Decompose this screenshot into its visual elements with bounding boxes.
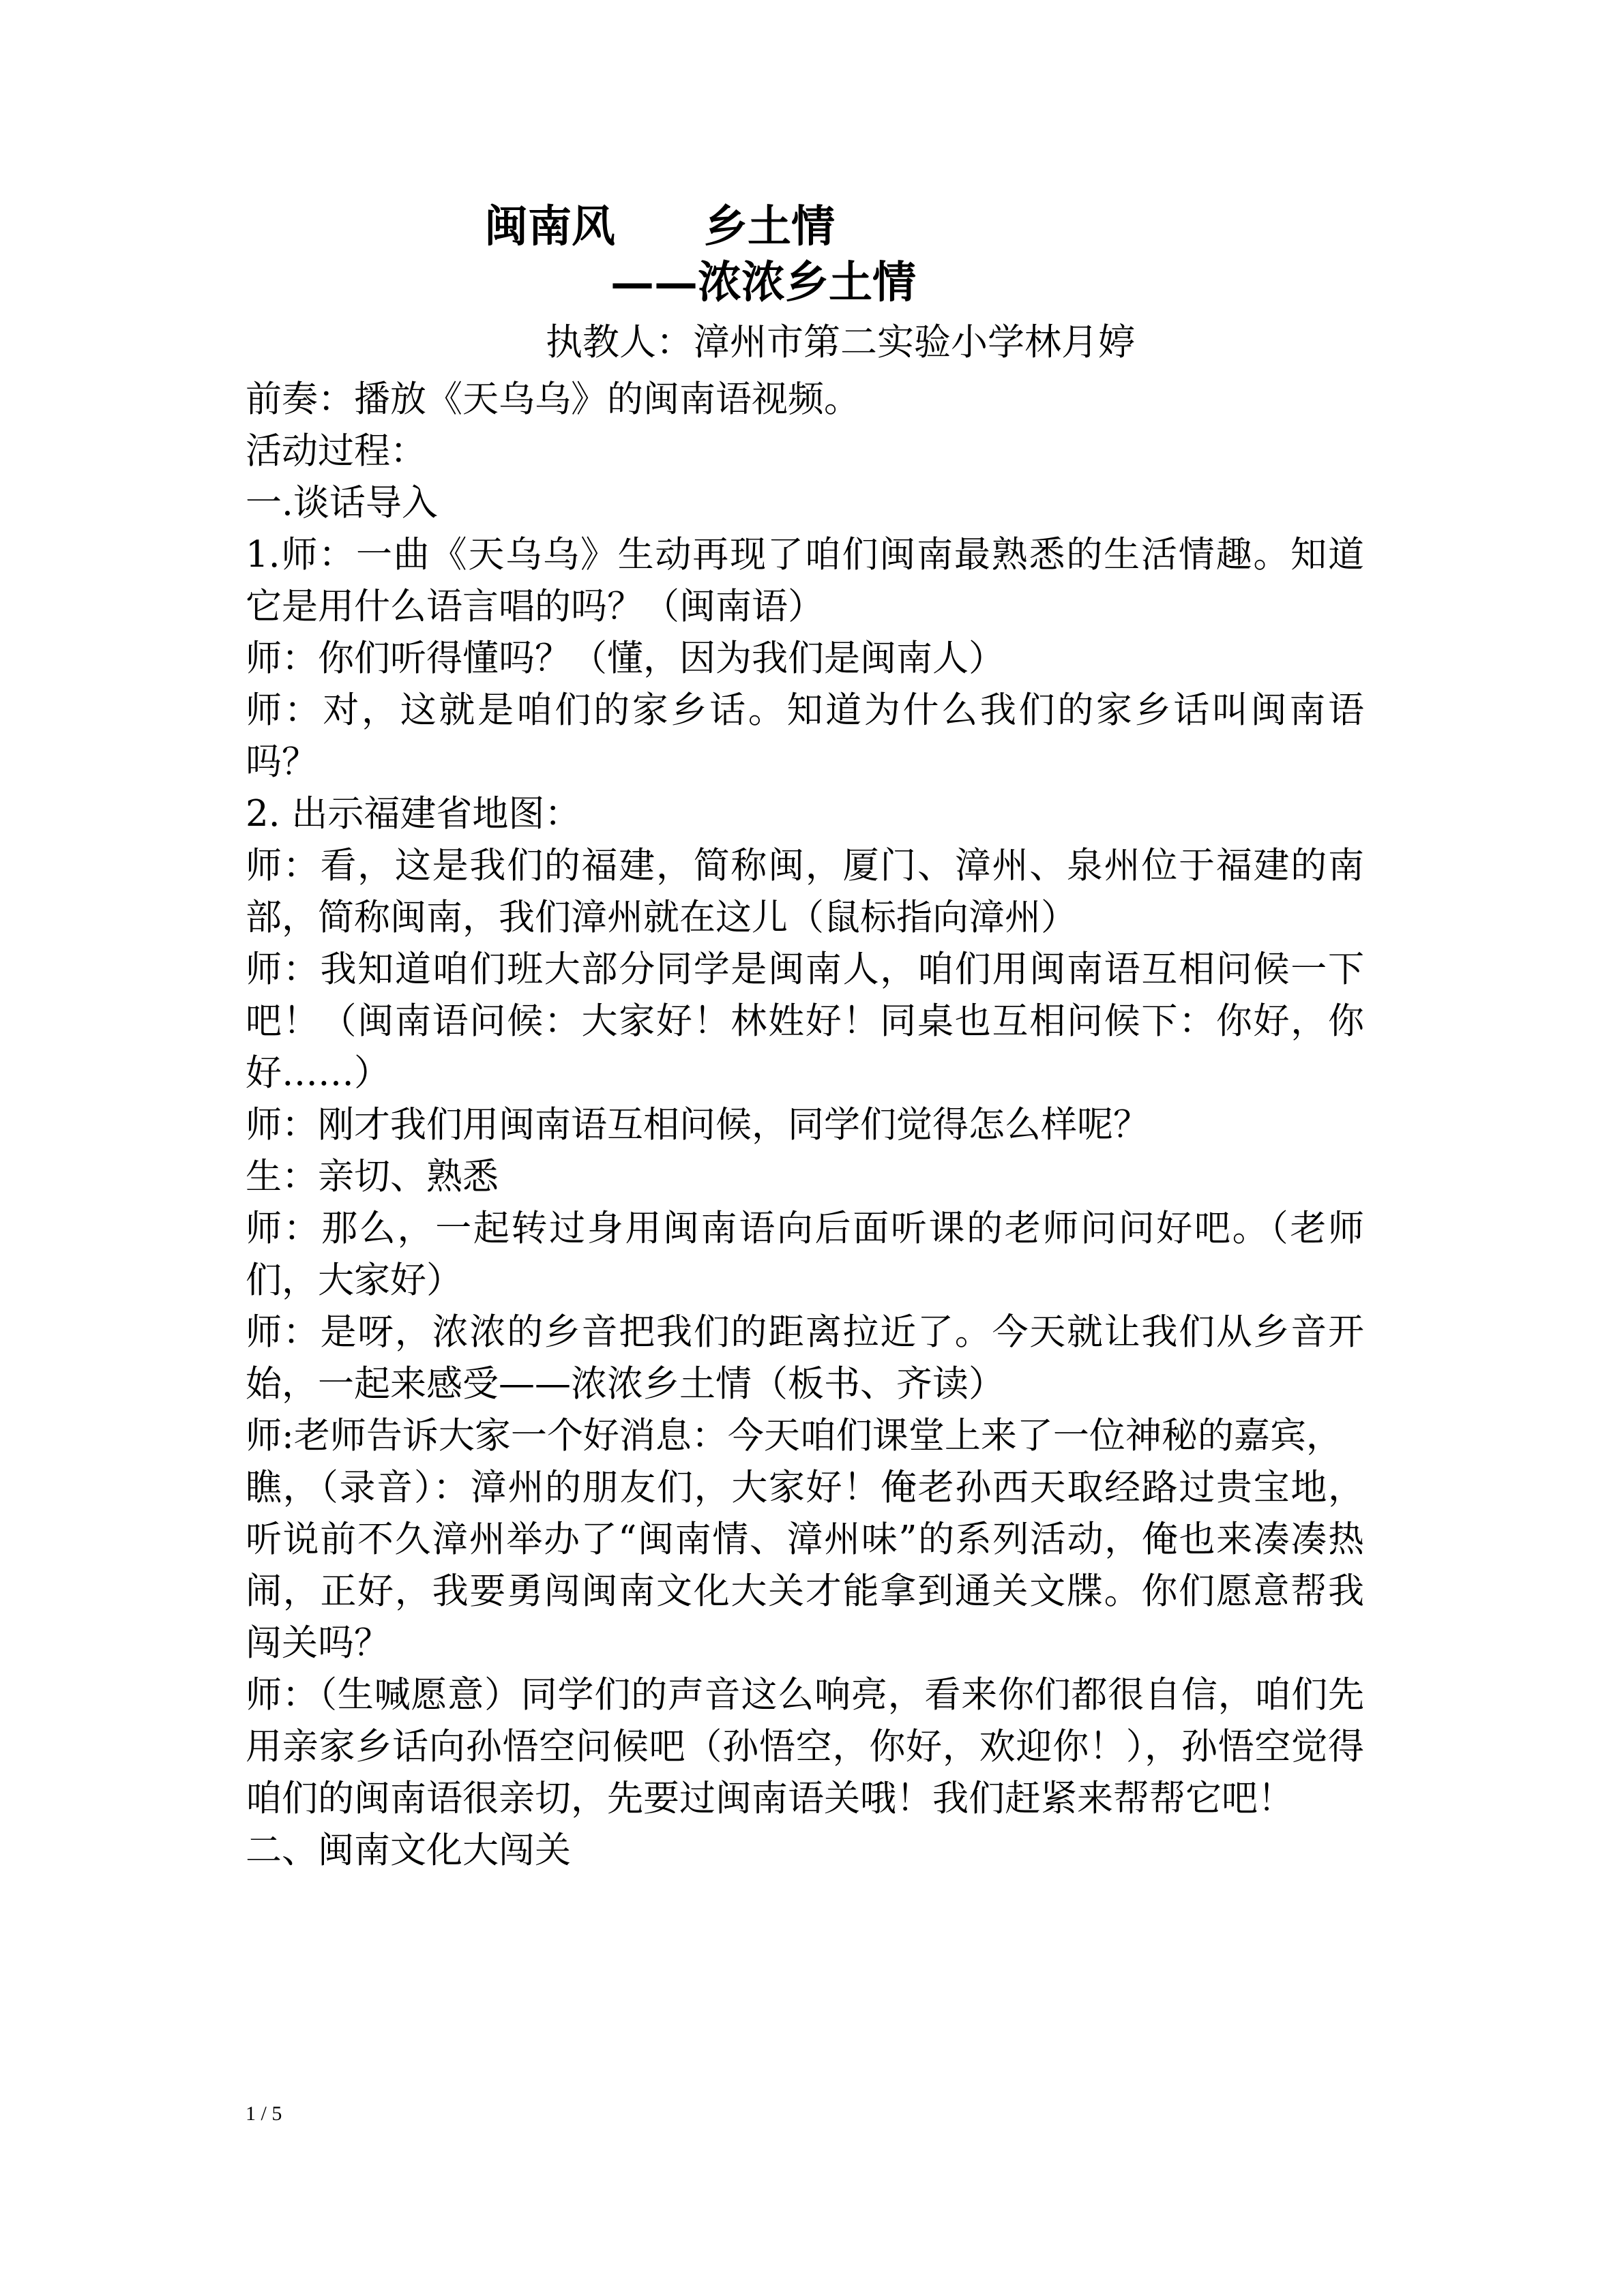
- section-heading: 一.谈话导入: [246, 482, 438, 524]
- title-left: 闽南风: [484, 201, 615, 252]
- paragraph: 2. 出示福建省地图：: [246, 793, 581, 835]
- section-heading: 二、闽南文化大闯关: [246, 1830, 571, 1871]
- paragraph: 师：是呀，浓浓的乡音把我们的距离拉近了。今天就让我们从乡音开始，一起来感受——浓浓乡土情（板书、齐读）: [246, 1311, 1364, 1405]
- page-number: 1 / 5: [246, 2102, 282, 2125]
- document-subtitle: ——浓浓乡土情: [610, 257, 916, 308]
- title-right: 乡土情: [704, 201, 835, 252]
- paragraph: 师：我知道咱们班大部分同学是闽南人，咱们用闽南语互相问候一下吧！（闽南语问候：大家好！林姓好！同桌也互相问候下：你好，你好……）: [246, 949, 1364, 1094]
- paragraph: 活动过程：: [246, 430, 426, 472]
- document-title: [484, 196, 835, 258]
- paragraph: 瞧，（录音）：漳州的朋友们，大家好！俺老孙西天取经路过贵宝地，听说前不久漳州举办了“闽南情、漳州味”的系列活动，俺也来凑凑热闹，正好，我要勇闯闽南文化大关才能拿到通关文牒。你们愿意帮我闯关吗？: [246, 1467, 1364, 1664]
- paragraph: 1.师：一曲《天乌乌》生动再现了咱们闽南最熟悉的生活情趣。知道它是用什么语言唱的吗？（闽南语）: [246, 534, 1364, 627]
- paragraph: 师：看，这是我们的福建，简称闽，厦门、漳州、泉州位于福建的南部，简称闽南，我们漳州就在这儿（鼠标指向漳州）: [246, 845, 1364, 938]
- paragraph: 师：那么，一起转过身用闽南语向后面听课的老师问问好吧。（老师们，大家好）: [246, 1208, 1364, 1301]
- paragraph: 前奏：播放《天乌乌》的闽南语视频。: [246, 378, 860, 420]
- paragraph: 生：亲切、熟悉: [246, 1156, 499, 1197]
- paragraph: 师：刚才我们用闽南语互相问候，同学们觉得怎么样呢？: [246, 1104, 1149, 1146]
- teacher-line: 执教人：漳州市第二实验小学林月婷: [546, 320, 1135, 363]
- document-body: [246, 374, 1364, 1877]
- paragraph: 师：（生喊愿意）同学们的声音这么响亮，看来你们都很自信，咱们先用亲家乡话向孙悟空问候吧（孙悟空，你好，欢迎你！），孙悟空觉得咱们的闽南语很亲切，先要过闽南语关哦！我们赶紧来帮帮它吧！: [246, 1674, 1364, 1819]
- paragraph: 师：你们听得懂吗？（懂，因为我们是闽南人）: [246, 638, 1005, 679]
- paragraph: 师：对，这就是咱们的家乡话。知道为什么我们的家乡话叫闽南语吗？: [246, 689, 1364, 783]
- paragraph: 师:老师告诉大家一个好消息：今天咱们课堂上来了一位神秘的嘉宾，: [246, 1415, 1342, 1457]
